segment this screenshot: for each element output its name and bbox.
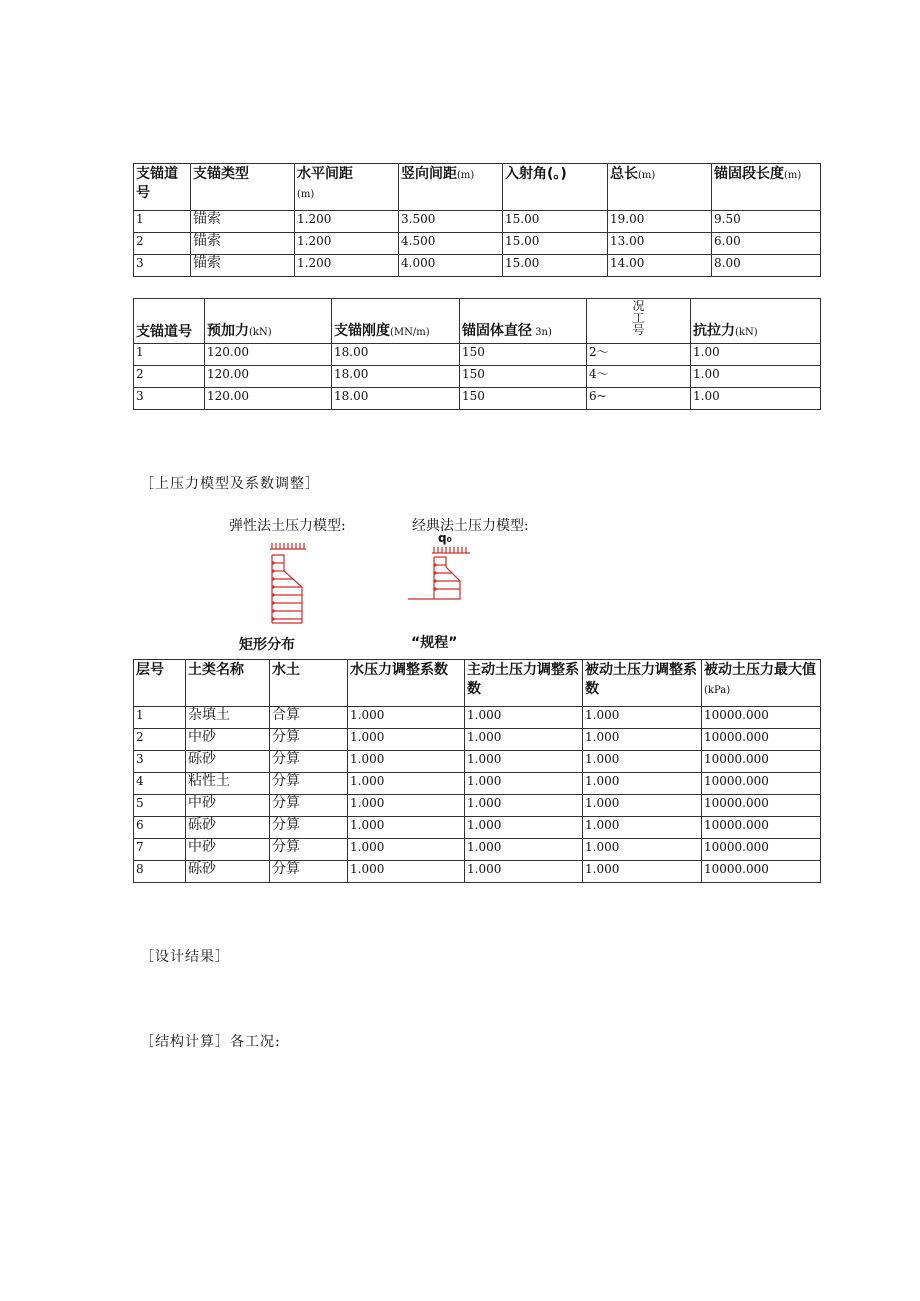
- cell: 4.000: [399, 255, 503, 277]
- table-row: [134, 751, 821, 773]
- cell: 中砂: [186, 839, 270, 861]
- cell: 10000.000: [702, 817, 821, 839]
- classic-distribution-label: “规程”: [411, 635, 458, 651]
- cell: 1.00: [691, 388, 821, 410]
- earth-pressure-section-title: ［上压力模型及系数调整］: [140, 476, 320, 492]
- cell: 合算: [270, 707, 348, 729]
- cell: 1.000: [465, 729, 583, 751]
- cell: 4～: [587, 366, 691, 388]
- table-row: [134, 233, 821, 255]
- classic-pressure-diagram: [404, 541, 474, 606]
- table-header-row: [134, 164, 821, 211]
- table-header-row: [134, 660, 821, 707]
- cell: 10000.000: [702, 839, 821, 861]
- header-vertical-spacing: 竖向间距(m): [399, 164, 503, 211]
- cell: 120.00: [205, 344, 332, 366]
- cell: 1.00: [691, 366, 821, 388]
- header-passive-pressure-max: 被动土压力最大值(kPa): [702, 660, 821, 707]
- header-anchorage-length: 锚固段长度(m): [712, 164, 821, 211]
- cell: 1.000: [583, 751, 702, 773]
- cell: 1.000: [465, 773, 583, 795]
- cell: 8: [134, 861, 186, 883]
- header-soil-name: 土类名称: [186, 660, 270, 707]
- cell: 1.000: [465, 861, 583, 883]
- cell: 1.000: [583, 729, 702, 751]
- header-prestress: 预加力(kN): [205, 299, 332, 344]
- header-water-pressure-coef: 水压力调整系数: [348, 660, 465, 707]
- cell: 砾砂: [186, 861, 270, 883]
- design-results-title: ［设计结果］: [140, 949, 230, 965]
- cell: 3: [134, 255, 191, 277]
- cell: 1.000: [583, 773, 702, 795]
- cell: 10000.000: [702, 707, 821, 729]
- cell: 1.000: [348, 795, 465, 817]
- cell: 1.000: [583, 795, 702, 817]
- cell: 分算: [270, 839, 348, 861]
- cell: 1.000: [348, 839, 465, 861]
- cell: 中砂: [186, 729, 270, 751]
- table-row: [134, 255, 821, 277]
- cell: 4: [134, 773, 186, 795]
- cell: 锚索: [191, 211, 295, 233]
- cell: 分算: [270, 817, 348, 839]
- cell: 1.000: [465, 839, 583, 861]
- cell: 120.00: [205, 388, 332, 410]
- cell: 1.200: [295, 211, 399, 233]
- cell: 150: [460, 344, 587, 366]
- cell: 2: [134, 366, 205, 388]
- cell: 1.000: [348, 751, 465, 773]
- cell: 1.000: [583, 839, 702, 861]
- header-anchor-stiffness: 支锚刚度(MN/m): [332, 299, 460, 344]
- cell: 砾砂: [186, 817, 270, 839]
- table-row: [134, 211, 821, 233]
- cell: 1.00: [691, 344, 821, 366]
- cell: 1.000: [583, 861, 702, 883]
- cell: 2: [134, 233, 191, 255]
- cell: 15.00: [503, 255, 608, 277]
- anchor-table: [133, 163, 821, 277]
- cell: 6: [134, 817, 186, 839]
- cell: 粘性土: [186, 773, 270, 795]
- cell: 1.000: [465, 751, 583, 773]
- cell: 1: [134, 344, 205, 366]
- cell: 3: [134, 388, 205, 410]
- cell: 分算: [270, 751, 348, 773]
- cell: 18.00: [332, 388, 460, 410]
- cell: 1.200: [295, 255, 399, 277]
- cell: 7: [134, 839, 186, 861]
- cell: 3.500: [399, 211, 503, 233]
- table-row: [134, 839, 821, 861]
- header-anchor-type: 支锚类型: [191, 164, 295, 211]
- cell: 150: [460, 366, 587, 388]
- elastic-distribution-label: 矩形分布: [239, 637, 295, 653]
- header-passive-pressure-coef: 被动土压力调整系数: [583, 660, 702, 707]
- cell: 10000.000: [702, 729, 821, 751]
- cell: 13.00: [608, 233, 712, 255]
- table-row: [134, 707, 821, 729]
- cell: 4.500: [399, 233, 503, 255]
- cell: 分算: [270, 795, 348, 817]
- cell: 6~: [587, 388, 691, 410]
- header-active-pressure-coef: 主动土压力调整系数: [465, 660, 583, 707]
- cell: 锚索: [191, 233, 295, 255]
- cell: 3: [134, 751, 186, 773]
- table-row: [134, 388, 821, 410]
- header-layer-no: 层号: [134, 660, 186, 707]
- cell: 1: [134, 211, 191, 233]
- cell: 1: [134, 707, 186, 729]
- cell: 砾砂: [186, 751, 270, 773]
- cell: 10000.000: [702, 773, 821, 795]
- cell: 1.000: [348, 707, 465, 729]
- table-row: [134, 861, 821, 883]
- header-anchor-diameter: 锚固体直径 3n): [460, 299, 587, 344]
- q0-label: q₀: [438, 531, 452, 545]
- cell: 8.00: [712, 255, 821, 277]
- cell: 6.00: [712, 233, 821, 255]
- header-anchor-no: 支锚道号: [134, 164, 191, 211]
- table-row: [134, 817, 821, 839]
- cell: 15.00: [503, 233, 608, 255]
- header-anchor-no: 支锚道号: [134, 299, 205, 344]
- cell: 10000.000: [702, 861, 821, 883]
- cell: 1.000: [465, 707, 583, 729]
- cell: 2: [134, 729, 186, 751]
- cell: 10000.000: [702, 751, 821, 773]
- cell: 1.000: [348, 729, 465, 751]
- header-horizontal-spacing: 水平间距 (m): [295, 164, 399, 211]
- classic-model-caption: 经典法土压力模型:: [412, 518, 529, 534]
- cell: 18.00: [332, 366, 460, 388]
- soil-adjustment-table: [133, 659, 821, 883]
- table-header-row: [134, 299, 821, 344]
- cell: 15.00: [503, 211, 608, 233]
- cell: 18.00: [332, 344, 460, 366]
- cell: 2～: [587, 344, 691, 366]
- cell: 1.000: [583, 707, 702, 729]
- cell: 1.000: [348, 817, 465, 839]
- cell: 锚索: [191, 255, 295, 277]
- cell: 1.200: [295, 233, 399, 255]
- table-row: [134, 773, 821, 795]
- table-row: [134, 366, 821, 388]
- cell: 1.000: [465, 817, 583, 839]
- cell: 150: [460, 388, 587, 410]
- header-total-length: 总长(m): [608, 164, 712, 211]
- elastic-pressure-diagram: [262, 541, 312, 626]
- header-water-soil: 水土: [270, 660, 348, 707]
- cell: 120.00: [205, 366, 332, 388]
- table-row: [134, 795, 821, 817]
- cell: 分算: [270, 861, 348, 883]
- cell: 5: [134, 795, 186, 817]
- header-incidence-angle: 入射角(。): [503, 164, 608, 211]
- elastic-model-caption: 弹性法土压力模型:: [229, 518, 346, 534]
- cell: 9.50: [712, 211, 821, 233]
- cell: 1.000: [348, 773, 465, 795]
- structure-calc-title: ［结构计算］各工况:: [140, 1034, 281, 1050]
- cell: 分算: [270, 729, 348, 751]
- table-row: [134, 729, 821, 751]
- cell: 1.000: [583, 817, 702, 839]
- cell: 14.00: [608, 255, 712, 277]
- cell: 中砂: [186, 795, 270, 817]
- cell: 1.000: [465, 795, 583, 817]
- cell: 杂填土: [186, 707, 270, 729]
- cell: 19.00: [608, 211, 712, 233]
- prestress-table: [133, 298, 821, 410]
- cell: 1.000: [348, 861, 465, 883]
- header-work-condition: 况工号: [587, 299, 691, 344]
- cell: 10000.000: [702, 795, 821, 817]
- header-tensile-force: 抗拉力(kN): [691, 299, 821, 344]
- table-row: [134, 344, 821, 366]
- cell: 分算: [270, 773, 348, 795]
